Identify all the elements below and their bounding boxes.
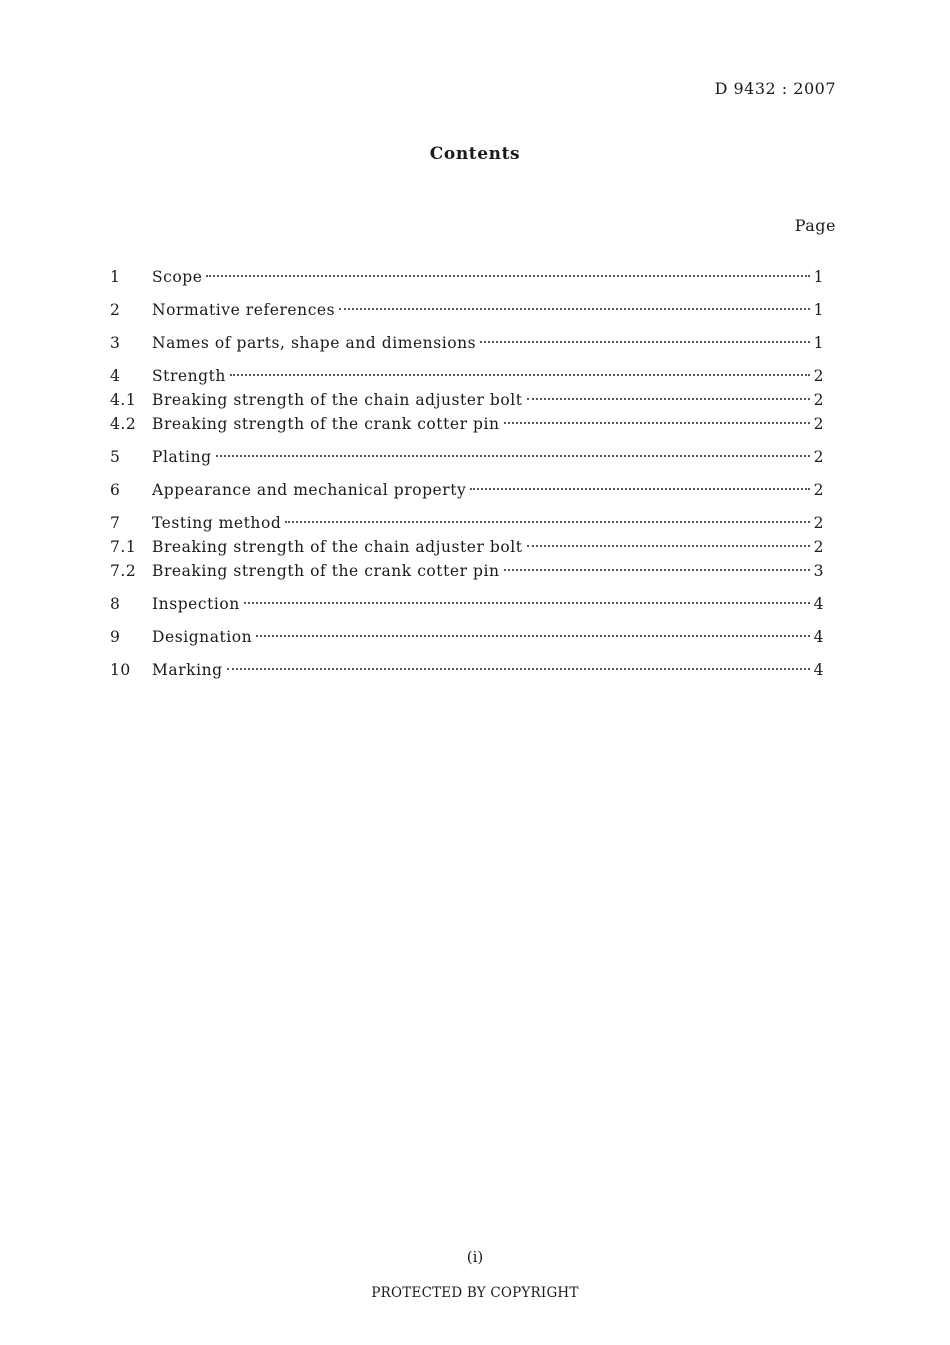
toc-entry-title: Breaking strength of the crank cotter pin — [152, 415, 500, 433]
dot-leader — [227, 668, 810, 670]
toc-entry-title: Scope — [152, 268, 203, 286]
toc-entry-number: 7.1 — [110, 538, 137, 556]
toc-entry-8[interactable] — [110, 592, 824, 616]
toc-entry-title: Plating — [152, 448, 212, 466]
toc-entry-7-2[interactable] — [110, 559, 824, 583]
toc-entry-title: Breaking strength of the chain adjuster bolt — [152, 391, 523, 409]
toc-entry-number: 7.2 — [110, 562, 137, 580]
toc-entry-page: 2 — [813, 538, 824, 556]
dot-leader — [339, 308, 809, 310]
toc-entry-number: 4.2 — [110, 415, 137, 433]
toc-entry-4[interactable] — [110, 364, 824, 388]
toc-entry-title: Designation — [152, 628, 253, 646]
toc-entry-page: 4 — [813, 628, 824, 646]
toc-entry-number: 7 — [110, 514, 121, 532]
toc-entry-page: 2 — [813, 367, 824, 385]
toc-entry-page: 2 — [813, 481, 824, 499]
toc-entry-title: Normative references — [152, 301, 336, 319]
toc-entry-title: Marking — [152, 661, 223, 679]
dot-leader — [256, 635, 809, 637]
toc-entry-page: 2 — [813, 448, 824, 466]
dot-leader — [504, 422, 810, 424]
toc-entry-title: Testing method — [152, 514, 282, 532]
dot-leader — [230, 374, 810, 376]
dot-leader — [527, 398, 810, 400]
dot-leader — [527, 545, 810, 547]
toc-entry-number: 5 — [110, 448, 121, 466]
dot-leader — [470, 488, 809, 490]
toc-entry-title: Breaking strength of the crank cotter pin — [152, 562, 500, 580]
toc-entry-5[interactable] — [110, 445, 824, 469]
dot-leader — [504, 569, 810, 571]
toc-entry-page: 4 — [813, 661, 824, 679]
toc-entry-9[interactable] — [110, 625, 824, 649]
page-column-label: Page — [794, 216, 836, 235]
toc-entry-number: 2 — [110, 301, 121, 319]
toc-entry-number: 9 — [110, 628, 121, 646]
toc-entry-page: 1 — [813, 334, 824, 352]
toc-entry-page: 1 — [813, 268, 824, 286]
document-code: D 9432 : 2007 — [714, 79, 836, 98]
toc-entry-4-1[interactable] — [110, 388, 824, 412]
toc-entry-10[interactable] — [110, 658, 824, 682]
toc-entry-page: 1 — [813, 301, 824, 319]
dot-leader — [480, 341, 809, 343]
toc-entry-page: 3 — [813, 562, 824, 580]
toc-entry-title: Inspection — [152, 595, 240, 613]
toc-entry-7-1[interactable] — [110, 535, 824, 559]
toc-entry-4-2[interactable] — [110, 412, 824, 436]
toc-entry-number: 8 — [110, 595, 121, 613]
copyright-notice: PROTECTED BY COPYRIGHT — [371, 1285, 579, 1301]
toc-entry-title: Appearance and mechanical property — [152, 481, 467, 499]
toc-entry-page: 2 — [813, 415, 824, 433]
dot-leader — [244, 602, 810, 604]
toc-entry-page: 2 — [813, 391, 824, 409]
toc-entry-title: Strength — [152, 367, 226, 385]
toc-entry-page: 4 — [813, 595, 824, 613]
page-number: (i) — [466, 1248, 484, 1266]
toc-entry-number: 4.1 — [110, 391, 137, 409]
toc-entry-number: 6 — [110, 481, 121, 499]
dot-leader — [216, 455, 810, 457]
toc-entry-6[interactable] — [110, 478, 824, 502]
toc-entry-page: 2 — [813, 514, 824, 532]
dot-leader — [285, 521, 809, 523]
toc-entry-number: 4 — [110, 367, 121, 385]
toc-title: Contents — [429, 144, 521, 164]
toc-entry-1[interactable] — [110, 265, 824, 289]
toc-entry-number: 1 — [110, 268, 121, 286]
toc-entry-number: 3 — [110, 334, 121, 352]
toc-entry-3[interactable] — [110, 331, 824, 355]
toc-entry-number: 10 — [110, 661, 131, 679]
toc-entry-2[interactable] — [110, 298, 824, 322]
toc-list — [110, 265, 824, 682]
toc-entry-title: Breaking strength of the chain adjuster bolt — [152, 538, 523, 556]
dot-leader — [206, 275, 809, 277]
toc-entry-7[interactable] — [110, 511, 824, 535]
toc-entry-title: Names of parts, shape and dimensions — [152, 334, 477, 352]
